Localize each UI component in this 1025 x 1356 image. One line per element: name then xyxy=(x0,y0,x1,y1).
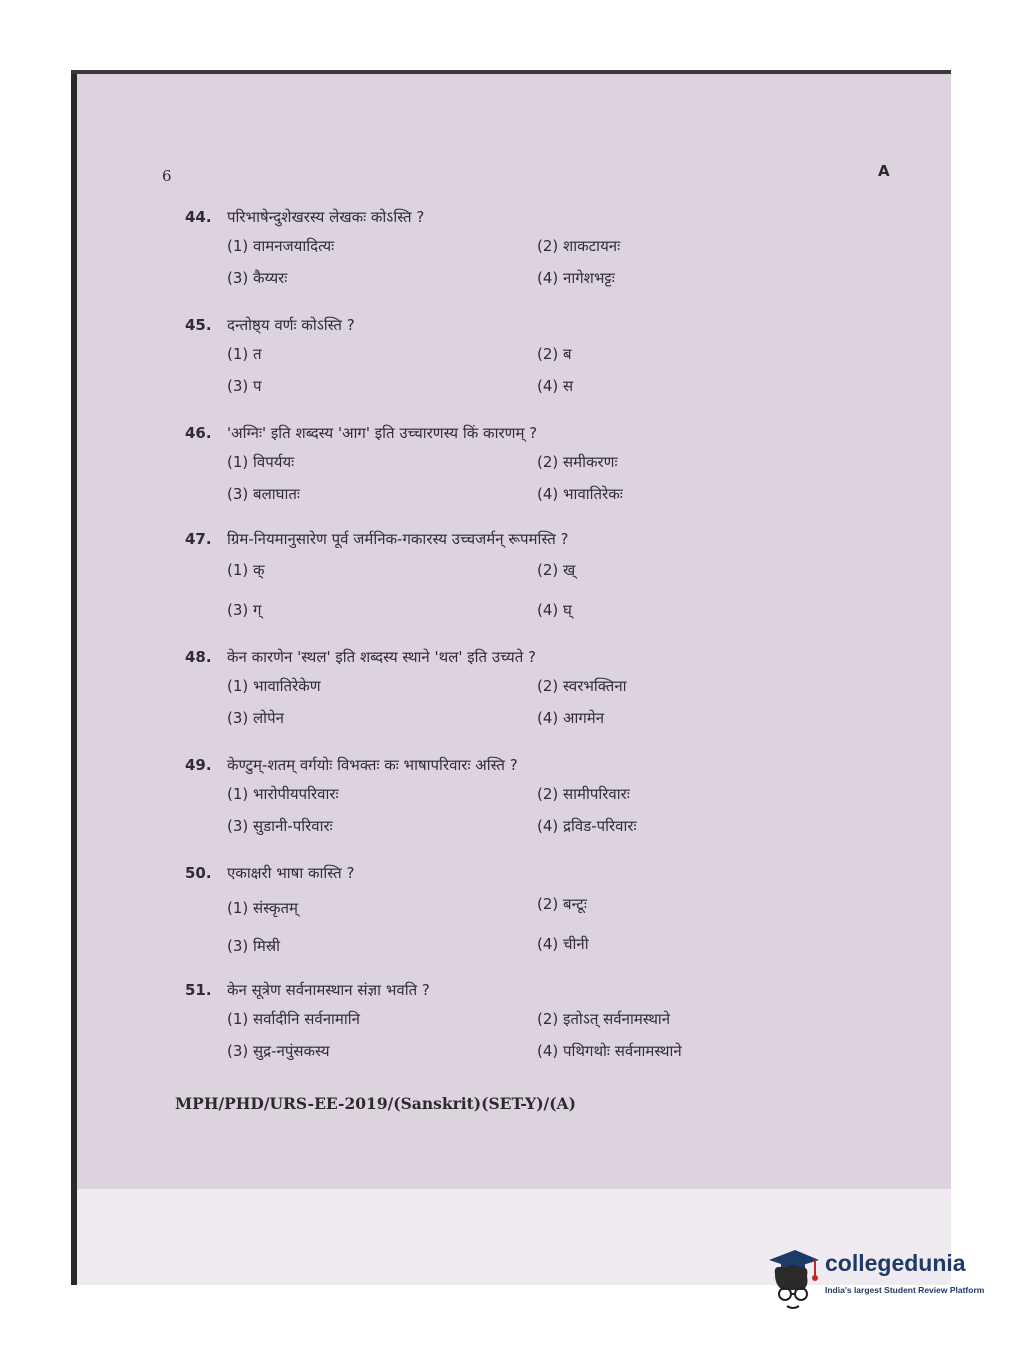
brand-name: collegedunia xyxy=(825,1250,966,1276)
option-2: (2) ब xyxy=(537,345,572,363)
option-1: (1) सर्वादीनि सर्वनामानि xyxy=(227,1010,360,1028)
question-text: केन सूत्रेण सर्वनामस्थान संज्ञा भवति ? xyxy=(227,981,430,999)
question-text: परिभाषेन्दुशेखरस्य लेखकः कोऽस्ति ? xyxy=(227,208,425,226)
option-4: (4) द्रविड-परिवारः xyxy=(537,817,637,835)
brand-tagline: India's largest Student Review Platform xyxy=(825,1285,985,1295)
option-4: (4) नागेशभट्टः xyxy=(537,269,615,287)
option-2: (2) शाकटायनः xyxy=(537,237,621,255)
option-2: (2) इतोऽत् सर्वनामस्थाने xyxy=(537,1010,671,1028)
question-49 xyxy=(185,750,745,846)
paper-code: MPH/PHD/URS-EE-2019/(Sanskrit)(SET-Y)/(A) xyxy=(175,1094,576,1113)
question-48 xyxy=(185,642,745,738)
option-3: (3) बलाघातः xyxy=(227,485,300,503)
question-45 xyxy=(185,310,745,406)
option-1: (1) भारोपीयपरिवारः xyxy=(227,785,339,803)
option-3: (3) सुद्र-नपुंसकस्य xyxy=(227,1042,330,1060)
option-4: (4) भावातिरेकः xyxy=(537,485,623,503)
question-text: केन कारणेन 'स्थल' इति शब्दस्य स्थाने 'थल' इति उच्यते ? xyxy=(227,648,537,666)
question-number: 46. xyxy=(185,424,212,442)
question-number: 51. xyxy=(185,981,212,999)
option-2: (2) समीकरणः xyxy=(537,453,618,471)
option-1: (1) भावातिरेकेण xyxy=(227,677,321,695)
option-4: (4) स xyxy=(537,377,574,395)
question-text: एकाक्षरी भाषा कास्ति ? xyxy=(227,864,355,882)
question-text: केण्टुम्-शतम् वर्गयोः विभक्तः कः भाषापरिवारः अस्ति ? xyxy=(227,756,518,774)
option-4: (4) आगमेन xyxy=(537,709,605,727)
option-1: (1) विपर्ययः xyxy=(227,453,295,471)
collegedunia-logo xyxy=(765,1246,995,1316)
option-2: (2) सामीपरिवारः xyxy=(537,785,630,803)
option-3: (3) ग् xyxy=(227,601,262,619)
page-number: 6 xyxy=(162,167,172,185)
option-3: (3) मिस्री xyxy=(227,937,281,955)
question-number: 44. xyxy=(185,208,212,226)
question-number: 48. xyxy=(185,648,212,666)
question-44 xyxy=(185,202,745,298)
option-4: (4) चीनी xyxy=(537,935,589,953)
question-number: 50. xyxy=(185,864,212,882)
option-3: (3) कैय्यरः xyxy=(227,269,288,287)
question-text: 'अग्निः' इति शब्दस्य 'आग' इति उच्चारणस्य किं कारणम् ? xyxy=(227,424,538,442)
option-1: (1) संस्कृतम् xyxy=(227,899,299,917)
option-4: (4) घ् xyxy=(537,601,572,619)
question-number: 49. xyxy=(185,756,212,774)
option-3: (3) लोपेन xyxy=(227,709,284,727)
option-2: (2) स्वरभक्तिना xyxy=(537,677,627,695)
option-1: (1) क् xyxy=(227,561,265,579)
option-1: (1) वामनजयादित्यः xyxy=(227,237,335,255)
question-text: ग्रिम-नियमानुसारेण पूर्व जर्मनिक-गकारस्य उच्चजर्मन् रूपमस्ति ? xyxy=(227,530,569,548)
option-2: (2) ख् xyxy=(537,561,576,579)
option-4: (4) पथिगथोः सर्वनामस्थाने xyxy=(537,1042,682,1060)
option-3: (3) सुडानी-परिवारः xyxy=(227,817,333,835)
set-letter: A xyxy=(878,162,890,180)
question-number: 45. xyxy=(185,316,212,334)
mascot-icon xyxy=(765,1246,821,1312)
option-3: (3) प xyxy=(227,377,262,395)
question-text: दन्तोष्ठ्य वर्णः कोऽस्ति ? xyxy=(227,316,355,334)
question-51 xyxy=(185,975,745,1071)
question-46 xyxy=(185,418,745,514)
question-number: 47. xyxy=(185,530,212,548)
question-50 xyxy=(185,858,745,968)
option-2: (2) बन्टूः xyxy=(537,895,587,913)
question-47 xyxy=(185,524,745,634)
option-1: (1) त xyxy=(227,345,262,363)
